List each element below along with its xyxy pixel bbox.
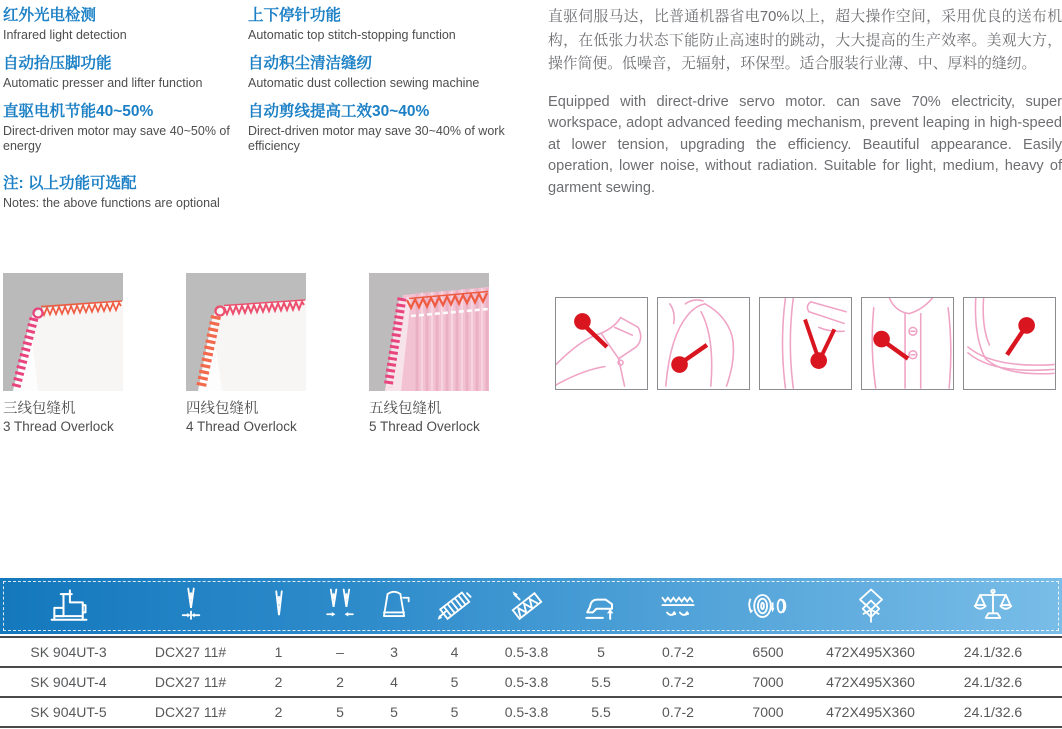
spec-table-header xyxy=(0,578,1062,634)
table-row xyxy=(0,696,1062,728)
cell-weight: 24.1/32.6 xyxy=(963,674,1023,690)
feature-title-en: Automatic dust collection sewing machine xyxy=(248,76,480,90)
feature-title-en: Direct-driven motor may save 40~50% of energy xyxy=(3,124,230,153)
overlock-sample-image xyxy=(186,273,306,391)
marker-line xyxy=(684,345,707,361)
feature-title-zh: 红外光电检测 xyxy=(3,7,97,24)
cell-needle-gauge: 5 xyxy=(336,704,344,720)
feature-note-zh: 注: 以上功能可选配 xyxy=(3,175,137,192)
presser-foot-lift-icon xyxy=(565,578,637,634)
description-zh: 直驱伺服马达，比普通机器省电70%以上，超大操作空间，采用优良的送布机构，在低张力状态下能防止高速时的跳动，大大提高的生产效率。美观大方，操作简便。低噪音，无辐射，环保型。适合服装行业薄、中、厚料的缝纫。 xyxy=(548,9,1062,72)
cell-needle-type: DCX27 11# xyxy=(154,644,227,660)
cell-model: SK 904UT-5 xyxy=(30,704,107,720)
cell-weight: 24.1/32.6 xyxy=(963,644,1023,660)
cell-thread-count: 4 xyxy=(390,674,398,690)
feature-column-2 xyxy=(248,6,510,165)
cell-needle-count: 2 xyxy=(274,704,283,720)
sample-caption-en: 3 Thread Overlock xyxy=(3,419,114,434)
cell-stitch-length: 0.5-3.8 xyxy=(504,674,549,690)
sample-caption-en: 4 Thread Overlock xyxy=(186,419,297,434)
feature-item xyxy=(248,6,510,43)
overlock-sample-image xyxy=(3,273,123,391)
sample-5-thread xyxy=(369,273,499,435)
cell-presser-foot-lift: 5.5 xyxy=(591,674,611,690)
needle-type-icon xyxy=(137,578,244,634)
garment-sketch-image xyxy=(658,298,749,389)
needle-gauge-icon xyxy=(313,578,367,634)
cell-differential-feed: 0.7-2 xyxy=(662,674,694,690)
cell-stitch-length: 0.5-3.8 xyxy=(504,704,549,720)
cell-model: SK 904UT-4 xyxy=(30,674,107,690)
spec-table-body xyxy=(0,636,1062,728)
max-speed-icon xyxy=(719,578,817,634)
cell-max-speed: 7000 xyxy=(752,704,784,720)
garment-sketch-image xyxy=(964,298,1055,389)
feature-title-zh: 直驱电机节能40~50% xyxy=(3,103,154,120)
thread-cone-icon xyxy=(367,578,421,634)
sample-3-thread xyxy=(3,273,133,435)
feature-column-1 xyxy=(3,6,241,222)
feature-title-en: Automatic presser and lifter function xyxy=(3,76,203,90)
feature-item xyxy=(3,54,241,91)
detail-shoulder-collar xyxy=(555,297,648,390)
detail-shoulder-seam xyxy=(657,297,750,390)
sewing-machine-icon xyxy=(0,578,137,634)
cell-max-speed: 7000 xyxy=(752,674,784,690)
feature-item xyxy=(248,102,510,154)
marker-line xyxy=(823,329,835,353)
cell-thread-count: 3 xyxy=(390,644,398,660)
cell-model: SK 904UT-3 xyxy=(30,644,107,660)
cell-needle-count: 1 xyxy=(274,644,283,660)
feature-title-zh: 自动积尘清洁缝纫 xyxy=(248,55,373,72)
cell-needle-gauge: 2 xyxy=(336,674,344,690)
stitch-length-icon xyxy=(488,578,565,634)
cell-overedge-width: 5 xyxy=(450,704,459,720)
feature-title-zh: 自动剪线提高工效30~40% xyxy=(248,103,430,120)
cell-overedge-width: 5 xyxy=(450,674,459,690)
cell-needle-count: 2 xyxy=(274,674,283,690)
feature-title-en: Automatic top stitch-stopping function xyxy=(248,28,456,42)
overedge-width-icon xyxy=(421,578,488,634)
marker-line xyxy=(1007,331,1023,354)
differential-feed-icon xyxy=(637,578,719,634)
feature-title-zh: 自动抬压脚功能 xyxy=(3,55,112,72)
feature-item xyxy=(248,54,510,91)
sample-caption-zh: 三线包缝机 xyxy=(3,401,76,417)
feature-title-en: Direct-driven motor may save 30~40% of work efficiency xyxy=(248,124,505,153)
description-en: Equipped with direct-drive servo motor. can save 70% electricity, super workspace, adopt advanced feeding mechanism, prevent leaping in high-speed at lower tension, upgrading the efficiency. Beautiful appearance. Easily operation, lower noise, without radiation. Suitable for light, medium, heavy of garment sewing. xyxy=(548,93,1062,196)
cell-needle-type: DCX27 11# xyxy=(154,704,227,720)
marker-line xyxy=(805,320,817,354)
cell-packing-size: 472X495X360 xyxy=(826,644,915,660)
sample-caption-zh: 四线包缝机 xyxy=(186,401,259,417)
detail-hem xyxy=(963,297,1056,390)
detail-sleeve-cuff xyxy=(759,297,852,390)
feature-note-en: Notes: the above functions are optional xyxy=(3,196,220,210)
cell-needle-gauge: – xyxy=(336,644,344,660)
cell-needle-type: DCX27 11# xyxy=(154,674,227,690)
cell-presser-foot-lift: 5.5 xyxy=(591,704,611,720)
sample-4-thread xyxy=(186,273,316,435)
marker-dot xyxy=(810,352,827,369)
cell-packing-size: 472X495X360 xyxy=(826,704,915,720)
cell-weight: 24.1/32.6 xyxy=(963,704,1023,720)
cell-stitch-length: 0.5-3.8 xyxy=(504,644,549,660)
garment-sketch-image xyxy=(760,298,851,389)
sample-caption-zh: 五线包缝机 xyxy=(369,401,442,417)
feature-item xyxy=(3,6,241,43)
packing-size-icon xyxy=(817,578,924,634)
cell-packing-size: 472X495X360 xyxy=(826,674,915,690)
weight-scale-icon xyxy=(924,578,1062,634)
cell-thread-count: 5 xyxy=(390,704,398,720)
cell-presser-foot-lift: 5 xyxy=(597,644,605,660)
cell-differential-feed: 0.7-2 xyxy=(662,704,694,720)
feature-note xyxy=(3,174,241,211)
needle-count-icon xyxy=(244,578,313,634)
feature-title-zh: 上下停针功能 xyxy=(248,7,342,24)
cell-overedge-width: 4 xyxy=(450,644,459,660)
cell-differential-feed: 0.7-2 xyxy=(662,644,694,660)
feature-item xyxy=(3,102,241,154)
garment-sketch-image xyxy=(862,298,953,389)
detail-placket-buttons xyxy=(861,297,954,390)
cell-max-speed: 6500 xyxy=(752,644,784,660)
garment-sketch-image xyxy=(556,298,647,389)
feature-title-en: Infrared light detection xyxy=(3,28,127,42)
garment-detail-thumbs xyxy=(555,297,1056,390)
overlock-sample-image xyxy=(369,273,489,391)
table-row xyxy=(0,666,1062,696)
table-row xyxy=(0,636,1062,666)
product-description xyxy=(548,0,1062,199)
sample-caption-en: 5 Thread Overlock xyxy=(369,419,480,434)
stitch-samples xyxy=(0,273,540,438)
